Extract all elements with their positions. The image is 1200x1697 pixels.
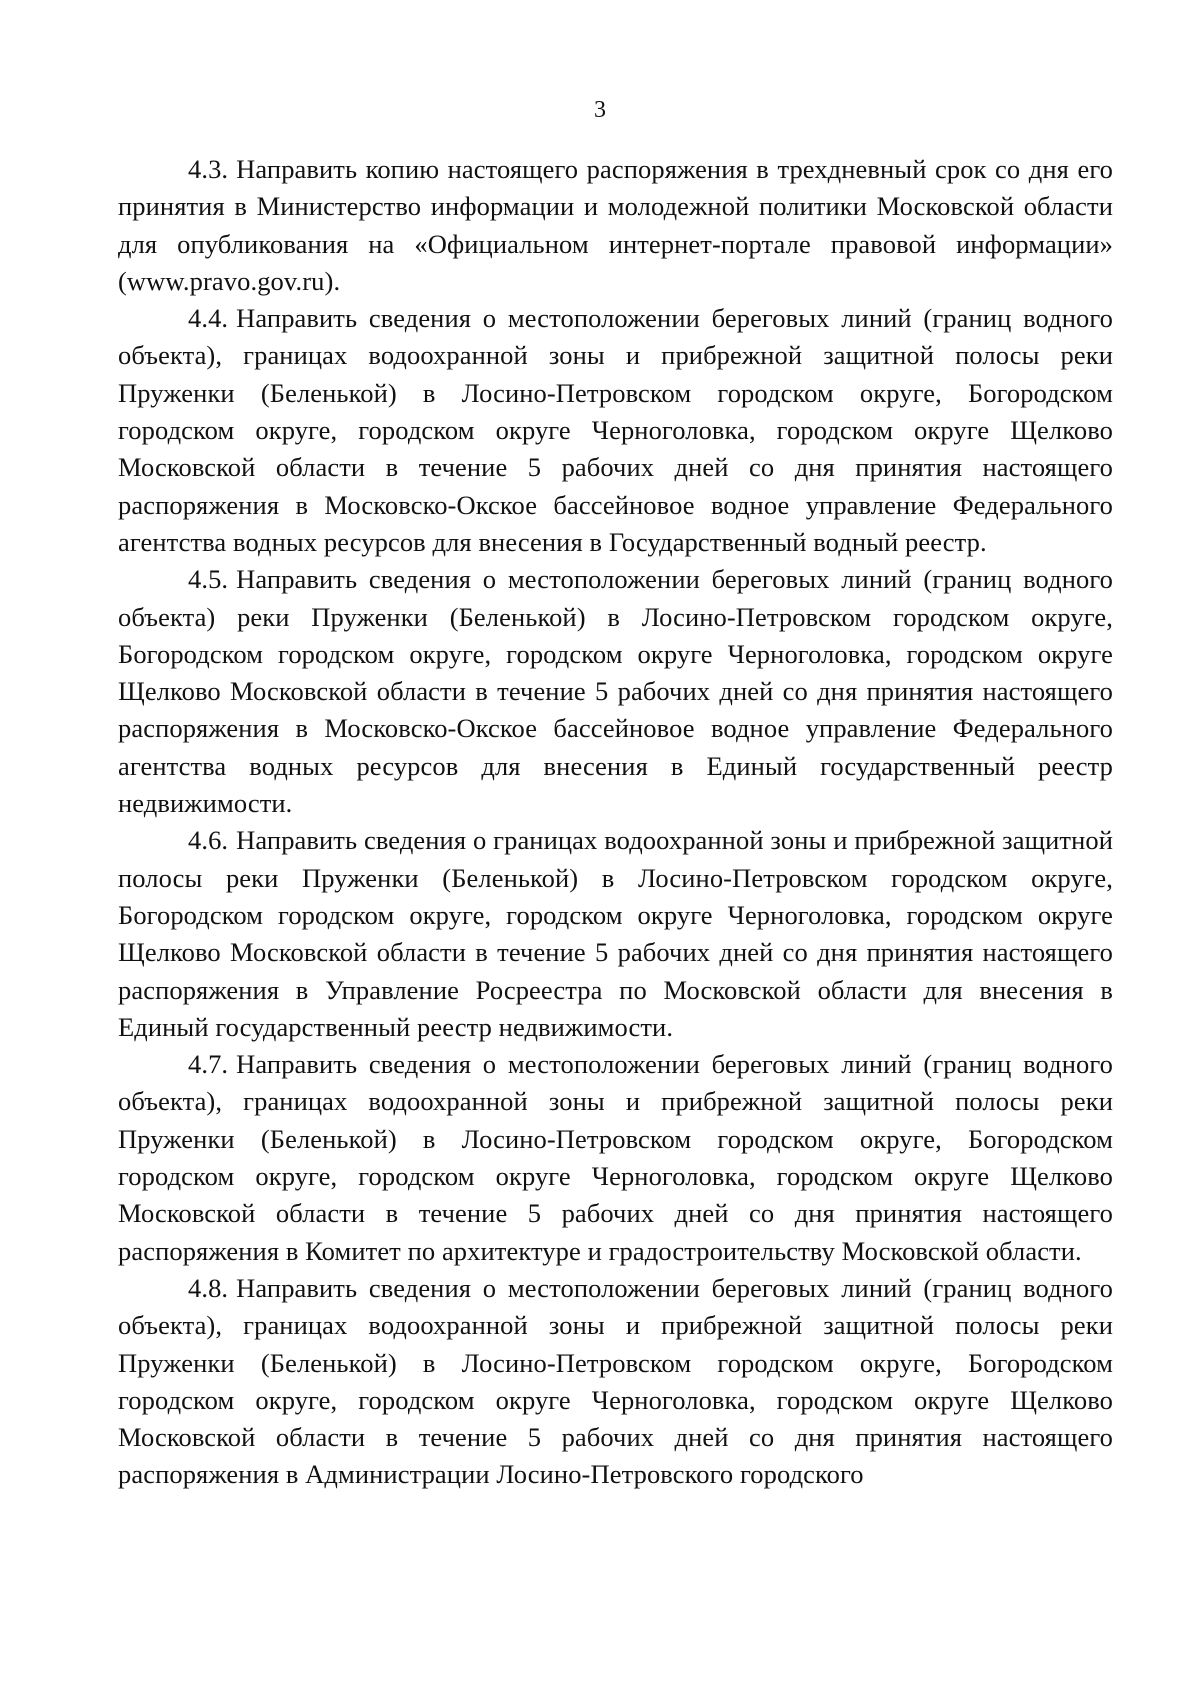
document-body bbox=[118, 151, 1113, 1494]
paragraph-text: Направить сведения о местоположении береговых линий (границ водного объекта) реки Пруженки (Беленькой) в Лосино-Петровском городском округе, Богородском городском округе, городском округе Черноголовка, городском округе Щелково Московской области в течение 5 рабочих дней со дня принятия настоящего распоряжения в Московско-Окское бассейновое водное управление Федерального агентства водных ресурсов для внесения в Единый государственный реестр недвижимости. bbox=[118, 564, 1113, 819]
paragraph-number: 4.7. bbox=[188, 1049, 229, 1080]
paragraph-4-5 bbox=[118, 561, 1113, 822]
paragraph-text: Направить копию настоящего распоряжения в трехдневный срок со дня его принятия в Министерство информации и молодежной политики Московской области для опубликования на «Официальном интернет-портале правовой информации» (www.pravo.gov.ru). bbox=[118, 154, 1113, 296]
paragraph-text: Направить сведения о местоположении береговых линий (границ водного объекта), границах водоохранной зоны и прибрежной защитной полосы реки Пруженки (Беленькой) в Лосино-Петровском городском округе, Богородском городском округе, городском округе Черноголовка, городском округе Щелково Московской области в течение 5 рабочих дней со дня принятия настоящего распоряжения в Московско-Окское бассейновое водное управление Федерального агентства водных ресурсов для внесения в Государственный водный реестр. bbox=[118, 303, 1113, 557]
paragraph-text: Направить сведения о местоположении береговых линий (границ водного объекта), границах водоохранной зоны и прибрежной защитной полосы реки Пруженки (Беленькой) в Лосино-Петровском городском округе, Богородском городском округе, городском округе Черноголовка, городском округе Щелково Московской области в течение 5 рабочих дней со дня принятия настоящего распоряжения в Комитет по архитектуре и градостроительству Московской области. bbox=[118, 1049, 1113, 1266]
paragraph-4-6 bbox=[118, 822, 1113, 1046]
paragraph-number: 4.5. bbox=[188, 564, 229, 595]
paragraph-4-3 bbox=[118, 151, 1113, 300]
paragraph-number: 4.6. bbox=[188, 825, 229, 856]
page-number: 3 bbox=[594, 97, 606, 123]
paragraph-4-7 bbox=[118, 1046, 1113, 1270]
paragraph-4-4 bbox=[118, 300, 1113, 561]
paragraph-text: Направить сведения о границах водоохранной зоны и прибрежной защитной полосы реки Пруженки (Беленькой) в Лосино-Петровском городском округе, Богородском городском округе, городском округе Черноголовка, городском округе Щелково Московской области в течение 5 рабочих дней со дня принятия настоящего распоряжения в Управление Росреестра по Московской области для внесения в Единый государственный реестр недвижимости. bbox=[118, 825, 1113, 1042]
paragraph-number: 4.8. bbox=[188, 1272, 229, 1303]
paragraph-number: 4.4. bbox=[188, 303, 229, 334]
paragraph-text: Направить сведения о местоположении береговых линий (границ водного объекта), границах водоохранной зоны и прибрежной защитной полосы реки Пруженки (Беленькой) в Лосино-Петровском городском округе, Богородском городском округе, городском округе Черноголовка, городском округе Щелково Московской области в течение 5 рабочих дней со дня принятия настоящего распоряжения в Администрации Лосино-Петровского городского bbox=[118, 1272, 1113, 1490]
paragraph-4-8 bbox=[118, 1270, 1113, 1494]
paragraph-number: 4.3. bbox=[188, 154, 229, 184]
